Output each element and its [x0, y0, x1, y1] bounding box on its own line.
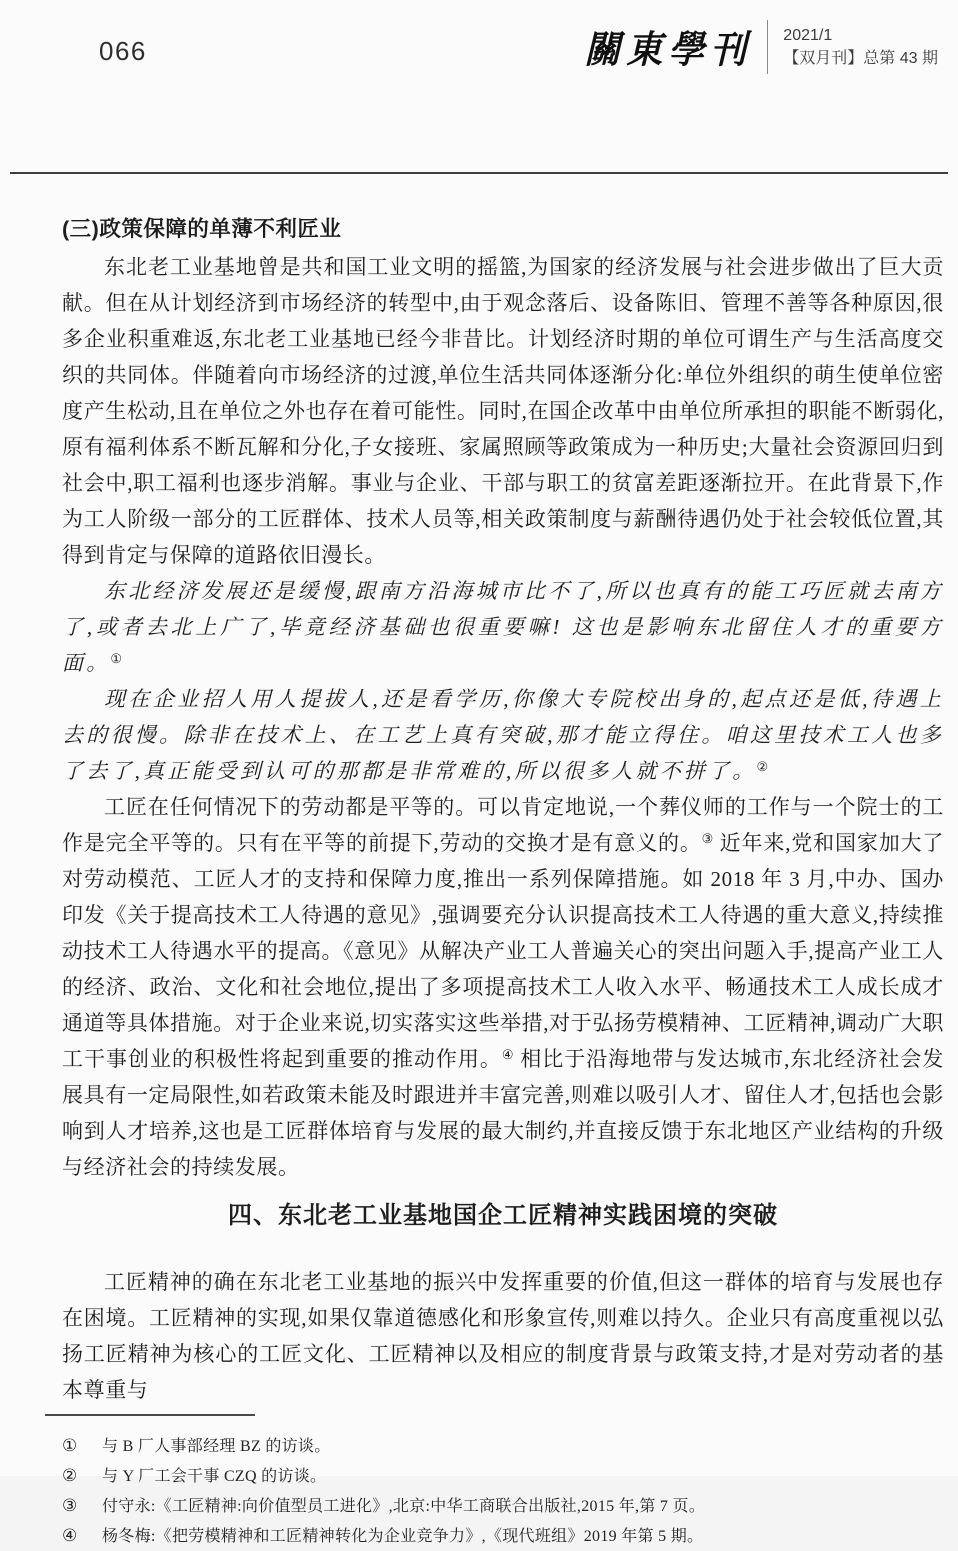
issue-year: 2021/1: [783, 27, 833, 44]
footnotes: [62, 1431, 944, 1551]
quote-block-1: [62, 573, 944, 681]
footnote-ref-4: ④: [501, 1047, 514, 1062]
footnote-text-4: 杨冬梅:《把劳模精神和工匠精神转化为企业竞争力》,《现代班组》2019 年第 5 期。: [102, 1528, 704, 1545]
section-heading: 四、东北老工业基地国企工匠精神实践困境的突破: [228, 1202, 778, 1229]
body-paragraph-3: 工匠精神的确在东北老工业基地的振兴中发挥重要的价值,但这一群体的培育与发展也存在困境。工匠精神的实现,如果仅靠道德感化和形象宣传,则难以持久。企业只有高度重视以弘扬工匠精神为核心的工匠文化、工匠精神以及相应的制度背景与政策支持,才是对劳动者的基本尊重与: [62, 1270, 944, 1402]
journal-masthead: [584, 20, 938, 74]
footnote-item: [62, 1461, 944, 1491]
subsection-heading: (三)政策保障的单薄不利匠业: [62, 217, 342, 241]
paragraph-2-segment-1: 工匠在任何情况下的劳动都是平等的。可以肯定地说,一个葬仪师的工作与一个院士的工作是完全平等的。只有在平等的前提下,劳动的交换才是有意义的。: [62, 795, 944, 855]
journal-logo: 關東學刊: [584, 28, 753, 71]
footnote-marker-3: ③: [62, 1496, 78, 1515]
quote-1-text: 东北经济发展还是缓慢,跟南方沿海城市比不了,所以也真有的能工巧匠就去南方了,或者去北上广了,毕竟经济基础也很重要嘛! 这也是影响东北留住人才的重要方面。: [62, 579, 944, 675]
issue-info: [783, 24, 938, 70]
footnote-text-3: 付守永:《工匠精神:向价值型员工进化》,北京:中华工商联合出版社,2015 年,第 7 页。: [102, 1498, 706, 1515]
footnote-text-1: 与 B 厂人事部经理 BZ 的访谈。: [102, 1438, 331, 1455]
body-paragraph-1: 东北老工业基地曾是共和国工业文明的摇篮,为国家的经济发展与社会进步做出了巨大贡献。但在从计划经济到市场经济的转型中,由于观念落后、设备陈旧、管理不善等各种原因,很多企业积重难返,东北老工业基地已经今非昔比。计划经济时期的单位可谓生产与生活高度交织的共同体。伴随着向市场经济的过渡,单位生活共同体逐渐分化:单位外组织的萌生使单位密度产生松动,且在单位之外也存在着可能性。同时,在国企改革中由单位所承担的职能不断弱化,原有福利体系不断瓦解和分化,子女接班、家属照顾等政策成为一种历史;大量社会资源回归到社会中,职工福利也逐步消解。事业与企业、干部与职工的贫富差距逐渐拉开。在此背景下,作为工人阶级一部分的工匠群体、技术人员等,相关政策制度与薪酬待遇仍处于社会较低位置,其得到肯定与保障的道路依旧漫长。: [62, 255, 944, 567]
body-paragraph-2: [62, 789, 944, 1185]
footnote-item: [62, 1491, 944, 1521]
page-number: 066: [99, 36, 147, 66]
footnote-text-2: 与 Y 厂工会干事 CZQ 的访谈。: [102, 1468, 327, 1485]
footnote-separator: [45, 1414, 255, 1416]
footnote-ref-2: ②: [756, 759, 769, 774]
footnote-item: [62, 1521, 944, 1551]
quote-2-text: 现在企业招人用人提拔人,还是看学历,你像大专院校出身的,起点还是低,待遇上去的很慢。除非在技术上、在工艺上真有突破,那才能立得住。咱这里技术工人也多了去了,真正能受到认可的那都是非常难的,所以很多人就不拼了。: [62, 687, 944, 783]
header-rule: [10, 172, 948, 174]
quote-block-2: [62, 681, 944, 789]
issue-detail: 【双月刊】总第 43 期: [783, 50, 938, 67]
footnote-marker-1: ①: [62, 1436, 78, 1455]
footnote-item: [62, 1431, 944, 1461]
footnote-marker-2: ②: [62, 1466, 78, 1485]
footnote-ref-1: ①: [110, 651, 123, 666]
footnote-ref-3: ③: [701, 831, 714, 846]
paragraph-2-segment-3: 相比于沿海地带与发达城市,东北经济社会发展具有一定局限性,如若政策未能及时跟进并丰富完善,则难以吸引人才、留住人才,包括也会影响到人才培养,这也是工匠群体培育与发展的最大制约,并直接反馈于东北地区产业结构的升级与经济社会的持续发展。: [62, 1047, 945, 1179]
paragraph-2-segment-2: 近年来,党和国家加大了对劳动模范、工匠人才的支持和保障力度,推出一系列保障措施。如 2018 年 3 月,中办、国办印发《关于提高技术工人待遇的意见》,强调要充分认识提高技术工人待遇的重大意义,持续推动技术工人待遇水平的提高。《意见》从解决产业工人普遍关心的突出问题入手,提高产业工人的经济、政治、文化和社会地位,提出了多项提高技术工人收入水平、畅通技术工人成长成才通道等具体措施。对于企业来说,切实落实这些举措,对于弘扬劳模精神、工匠精神,调动广大职工干事创业的积极性将起到重要的推动作用。: [62, 831, 944, 1071]
header-divider: [767, 20, 768, 74]
footnote-marker-4: ④: [62, 1526, 78, 1545]
article-body: [62, 214, 944, 1551]
